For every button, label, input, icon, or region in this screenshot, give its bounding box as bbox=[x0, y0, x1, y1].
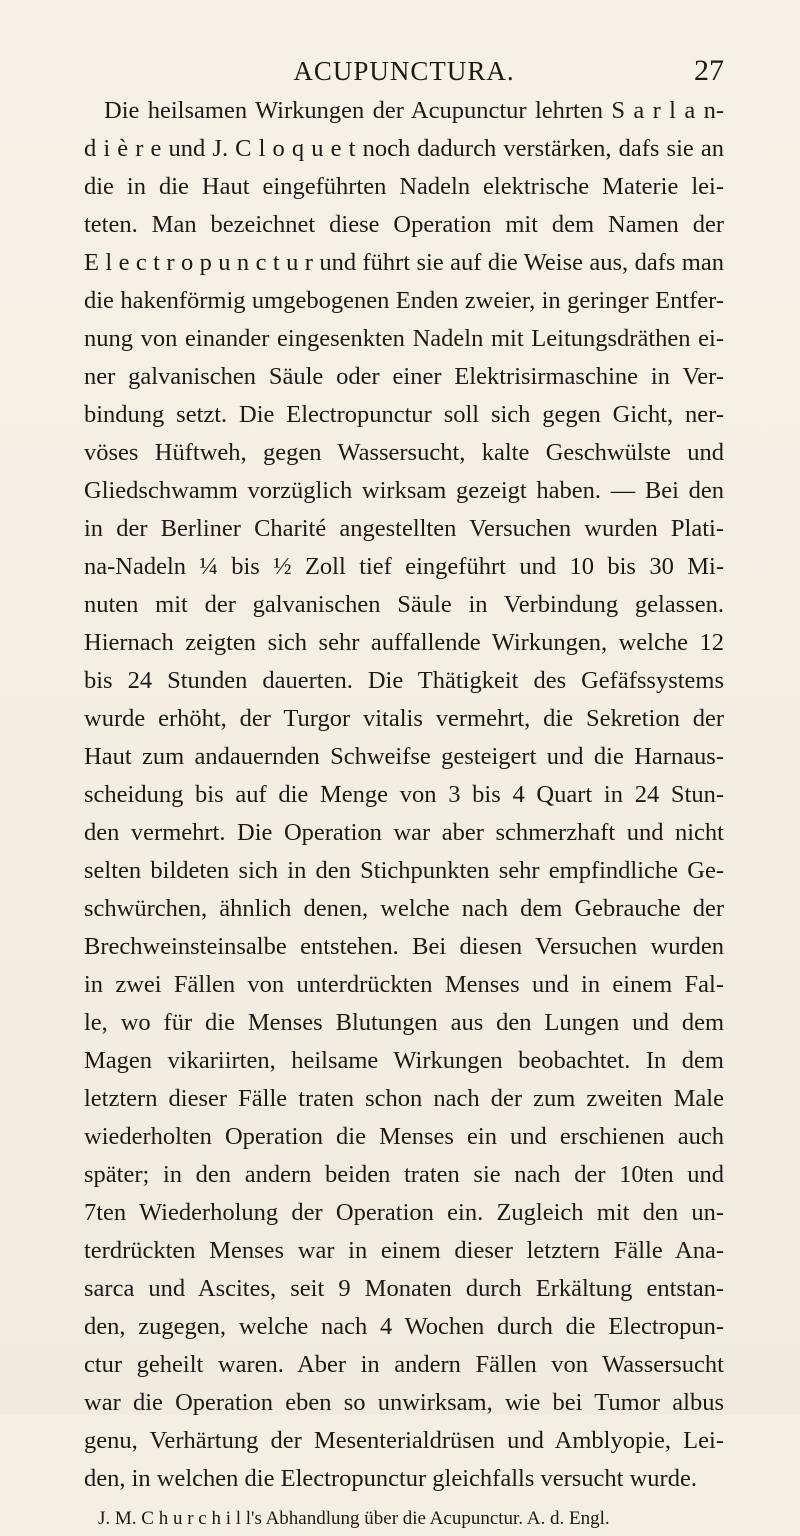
text-line: bindung setzt. Die Electropunctur soll sich gegen Gicht, ner- bbox=[84, 401, 724, 428]
text-line: in zwei Fällen von unterdrückten Menses und in einem Fal- bbox=[84, 971, 724, 998]
text-line: Die heilsamen Wirkungen der Acupunctur lehrten S a r l a n- bbox=[104, 97, 724, 124]
text-line: Magen vikariirten, heilsame Wirkungen beobachtet. In dem bbox=[84, 1047, 724, 1074]
text-line: ctur geheilt waren. Aber in andern Fällen von Wassersucht bbox=[84, 1351, 724, 1378]
footnote: J. M. C h u r c h i l l's Abhandlung über die Acupunctur. A. d. Engl. bbox=[98, 1508, 610, 1529]
text-line: die in die Haut eingeführten Nadeln elektrische Materie lei- bbox=[84, 173, 724, 200]
text-line: nuten mit der galvanischen Säule in Verbindung gelassen. bbox=[84, 591, 724, 618]
text-line: ner galvanischen Säule oder einer Elektrisirmaschine in Ver- bbox=[84, 363, 724, 390]
page-number: 27 bbox=[694, 54, 724, 87]
text-line: bis 24 Stunden dauerten. Die Thätigkeit des Gefäfssystems bbox=[84, 667, 724, 694]
running-title: ACUPUNCTURA. bbox=[293, 56, 515, 86]
text-line: die hakenförmig umgebogenen Enden zweier, in geringer Entfer- bbox=[84, 287, 724, 314]
text-line: letztern dieser Fälle traten schon nach der zum zweiten Male bbox=[84, 1085, 724, 1112]
text-line: scheidung bis auf die Menge von 3 bis 4 Quart in 24 Stun- bbox=[84, 781, 724, 808]
text-line: schwürchen, ähnlich denen, welche nach dem Gebrauche der bbox=[84, 895, 724, 922]
text-line: d i è r e und J. C l o q u e t noch dadurch verstärken, dafs sie an bbox=[84, 135, 724, 162]
text-line: sarca und Ascites, seit 9 Monaten durch Erkältung entstan- bbox=[84, 1275, 724, 1302]
page-header bbox=[84, 56, 724, 96]
text-line: den, zugegen, welche nach 4 Wochen durch die Electropun- bbox=[84, 1313, 724, 1340]
text-line: wurde erhöht, der Turgor vitalis vermehrt, die Sekretion der bbox=[84, 705, 724, 732]
text-line: terdrückten Menses war in einem dieser letztern Fälle Ana- bbox=[84, 1237, 724, 1264]
text-line: selten bildeten sich in den Stichpunkten sehr empfindliche Ge- bbox=[84, 857, 724, 884]
text-line: Gliedschwamm vorzüglich wirksam gezeigt haben. — Bei den bbox=[84, 477, 724, 504]
text-line: le, wo für die Menses Blutungen aus den Lungen und dem bbox=[84, 1009, 724, 1036]
text-line: den, in welchen die Electropunctur gleichfalls versucht wurde. bbox=[84, 1465, 697, 1492]
text-line: 7ten Wiederholung der Operation ein. Zugleich mit den un- bbox=[84, 1199, 724, 1226]
text-line: genu, Verhärtung der Mesenterialdrüsen und Amblyopie, Lei- bbox=[84, 1427, 724, 1454]
text-line: in der Berliner Charité angestellten Versuchen wurden Plati- bbox=[84, 515, 724, 542]
text-line: Hiernach zeigten sich sehr auffallende Wirkungen, welche 12 bbox=[84, 629, 724, 656]
text-line: den vermehrt. Die Operation war aber schmerzhaft und nicht bbox=[84, 819, 724, 846]
text-line: E l e c t r o p u n c t u r und führt sie auf die Weise aus, dafs man bbox=[84, 249, 724, 276]
text-line: teten. Man bezeichnet diese Operation mit dem Namen der bbox=[84, 211, 724, 238]
text-line: vöses Hüftweh, gegen Wassersucht, kalte Geschwülste und bbox=[84, 439, 724, 466]
text-line: Brechweinsteinsalbe entstehen. Bei diesen Versuchen wurden bbox=[84, 933, 724, 960]
text-line: Haut zum andauernden Schweifse gesteigert und die Harnaus- bbox=[84, 743, 724, 770]
text-line: später; in den andern beiden traten sie nach der 10ten und bbox=[84, 1161, 724, 1188]
text-line: wiederholten Operation die Menses ein und erschienen auch bbox=[84, 1123, 724, 1150]
text-line: na-Nadeln ¼ bis ½ Zoll tief eingeführt und 10 bis 30 Mi- bbox=[84, 553, 724, 580]
body-text bbox=[84, 92, 724, 1536]
text-line: nung von einander eingesenkten Nadeln mit Leitungsdräthen ei- bbox=[84, 325, 724, 352]
text-line: war die Operation eben so unwirksam, wie bei Tumor albus bbox=[84, 1389, 724, 1416]
